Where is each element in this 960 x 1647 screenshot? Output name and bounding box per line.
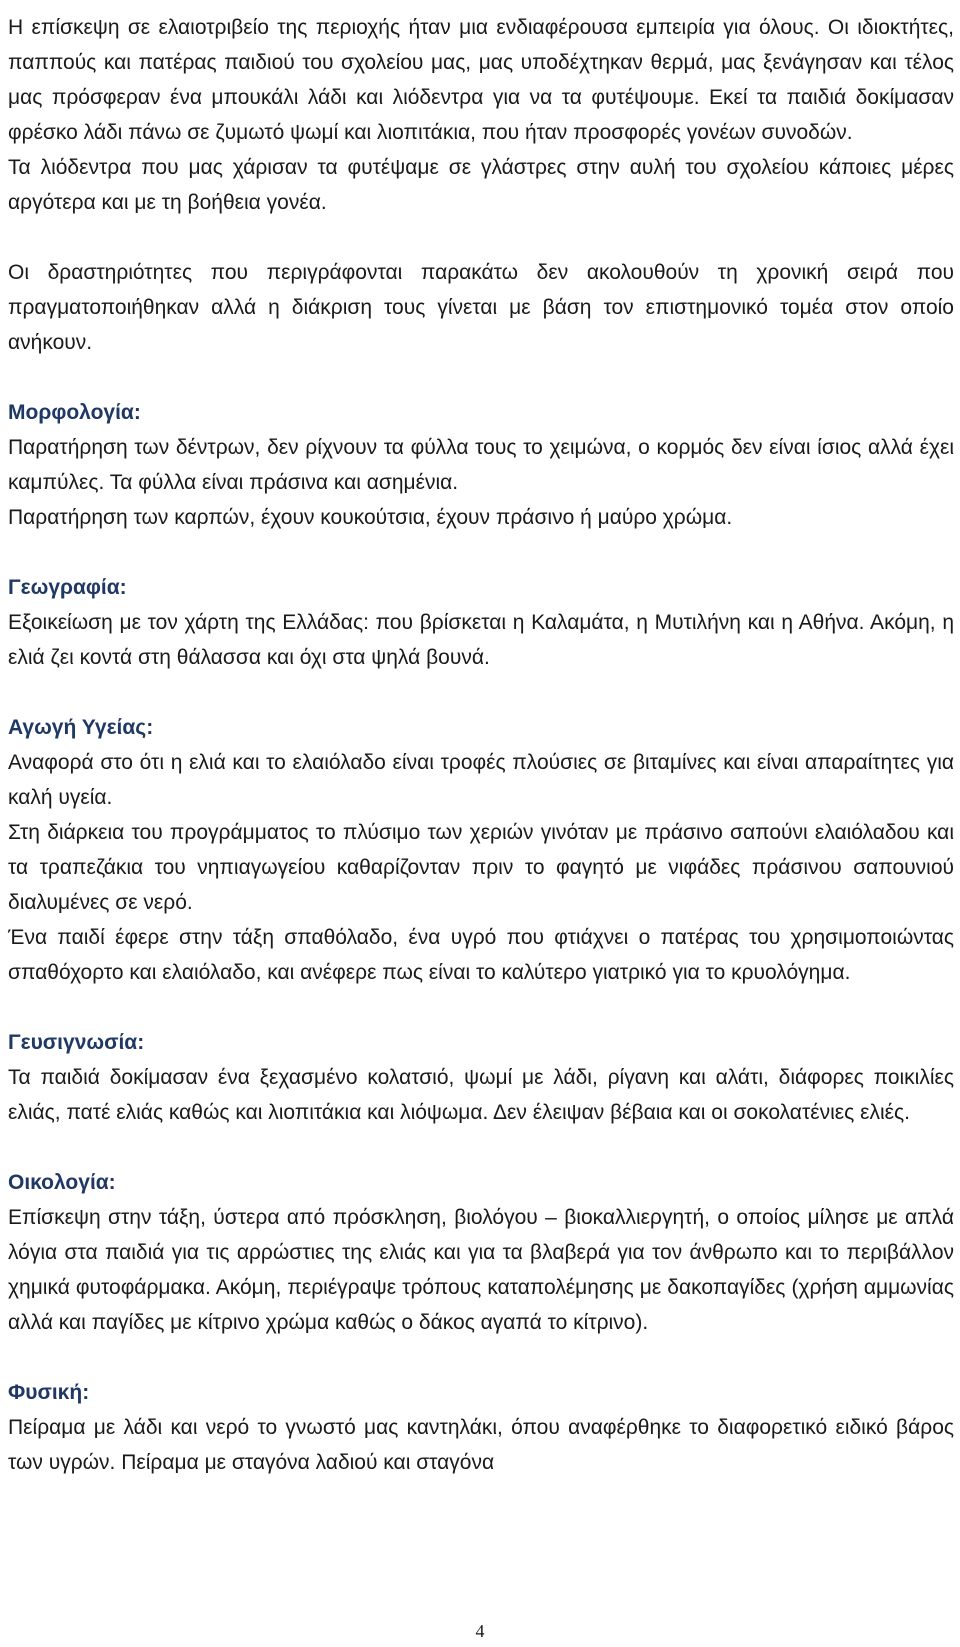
page-number: 4 bbox=[475, 1621, 485, 1641]
ecology-paragraph-1: Επίσκεψη στην τάξη, ύστερα από πρόσκληση, βιολόγου – βιοκαλλιεργητή, ο οποίος μίλησε με απλά λόγια στα παιδιά για τις αρρώστιες της ελιάς και για τα βλαβερά για τον άνθρωπο και το περιβάλλον χημικά φυτοφάρμακα. Ακόμη, περιέγραψε τρόπους καταπολέμησης με δακοπαγίδες (χρήση αμμωνίας αλλά και παγίδες με κίτρινο χρώμα καθώς ο δάκος αγαπά το κίτρινο). bbox=[8, 1206, 954, 1334]
section-heading-geography: Γεωγραφία: bbox=[8, 576, 127, 599]
section-heading-morphology: Μορφολογία: bbox=[8, 401, 141, 424]
section-heading-physics: Φυσική: bbox=[8, 1381, 90, 1404]
section-heading-taste: Γευσιγνωσία: bbox=[8, 1031, 145, 1054]
health-paragraph-3: Ένα παιδί έφερε στην τάξη σπαθόλαδο, ένα υγρό που φτιάχνει ο πατέρας του χρησιμοποιώντας σπαθόχορτο και ελαιόλαδο, και ανέφερε πως είναι το καλύτερο γιατρικό για το κρυολόγημα. bbox=[8, 926, 954, 984]
intro-paragraph-2: Τα λιόδεντρα που μας χάρισαν τα φυτέψαμε σε γλάστρες στην αυλή του σχολείου κάποιες μέρες αργότερα και με τη βοήθεια γονέα. bbox=[8, 156, 954, 214]
physics-paragraph-1: Πείραμα με λάδι και νερό το γνωστό μας καντηλάκι, όπου αναφέρθηκε το διαφορετικό ειδικό βάρος των υγρών. Πείραμα με σταγόνα λαδιού και σταγόνα bbox=[8, 1416, 954, 1474]
morphology-paragraph-2: Παρατήρηση των καρπών, έχουν κουκούτσια, έχουν πράσινο ή μαύρο χρώμα. bbox=[8, 506, 733, 529]
intro-paragraph-3: Οι δραστηριότητες που περιγράφονται παρακάτω δεν ακολουθούν τη χρονική σειρά που πραγματοποιήθηκαν αλλά η διάκριση τους γίνεται με βάση τον επιστημονικό τομέα στον οποίο ανήκουν. bbox=[8, 261, 954, 354]
section-heading-ecology: Οικολογία: bbox=[8, 1171, 116, 1194]
taste-paragraph-1: Τα παιδιά δοκίμασαν ένα ξεχασμένο κολατσιό, ψωμί με λάδι, ρίγανη και αλάτι, διάφορες ποικιλίες ελιάς, πατέ ελιάς καθώς και λιοπιτάκια και λιόψωμα. Δεν έλειψαν βέβαια και οι σοκολατένιες ελιές. bbox=[8, 1066, 954, 1124]
intro-paragraph-1: Η επίσκεψη σε ελαιοτριβείο της περιοχής ήταν μια ενδιαφέρουσα εμπειρία για όλους. Οι ιδιοκτήτες, παππούς και πατέρας παιδιού του σχολείου μας, μας υποδέχτηκαν θερμά, μας ξενάγησαν και τέλος μας πρόσφεραν ένα μπουκάλι λάδι και λιόδεντρα για να τα φυτέψουμε. Εκεί τα παιδιά δοκίμασαν φρέσκο λάδι πάνω σε ζυμωτό ψωμί και λιοπιτάκια, που ήταν προσφορές γονέων συνοδών. bbox=[8, 16, 954, 144]
health-paragraph-2: Στη διάρκεια του προγράμματος το πλύσιμο των χεριών γινόταν με πράσινο σαπούνι ελαιόλαδου και τα τραπεζάκια του νηπιαγωγείου καθαρίζονταν πριν το φαγητό με νιφάδες πράσινου σαπουνιού διαλυμένες σε νερό. bbox=[8, 821, 954, 914]
morphology-paragraph-1: Παρατήρηση των δέντρων, δεν ρίχνουν τα φύλλα τους το χειμώνα, ο κορμός δεν είναι ίσιος αλλά έχει καμπύλες. Τα φύλλα είναι πράσινα και ασημένια. bbox=[8, 436, 954, 494]
health-paragraph-1: Αναφορά στο ότι η ελιά και το ελαιόλαδο είναι τροφές πλούσιες σε βιταμίνες και είναι απαραίτητες για καλή υγεία. bbox=[8, 751, 954, 809]
section-heading-health: Αγωγή Υγείας: bbox=[8, 716, 154, 739]
geography-paragraph-1: Εξοικείωση με τον χάρτη της Ελλάδας: που βρίσκεται η Καλαμάτα, η Μυτιλήνη και η Αθήνα. Ακόμη, η ελιά ζει κοντά στη θάλασσα και όχι στα ψηλά βουνά. bbox=[8, 611, 954, 669]
